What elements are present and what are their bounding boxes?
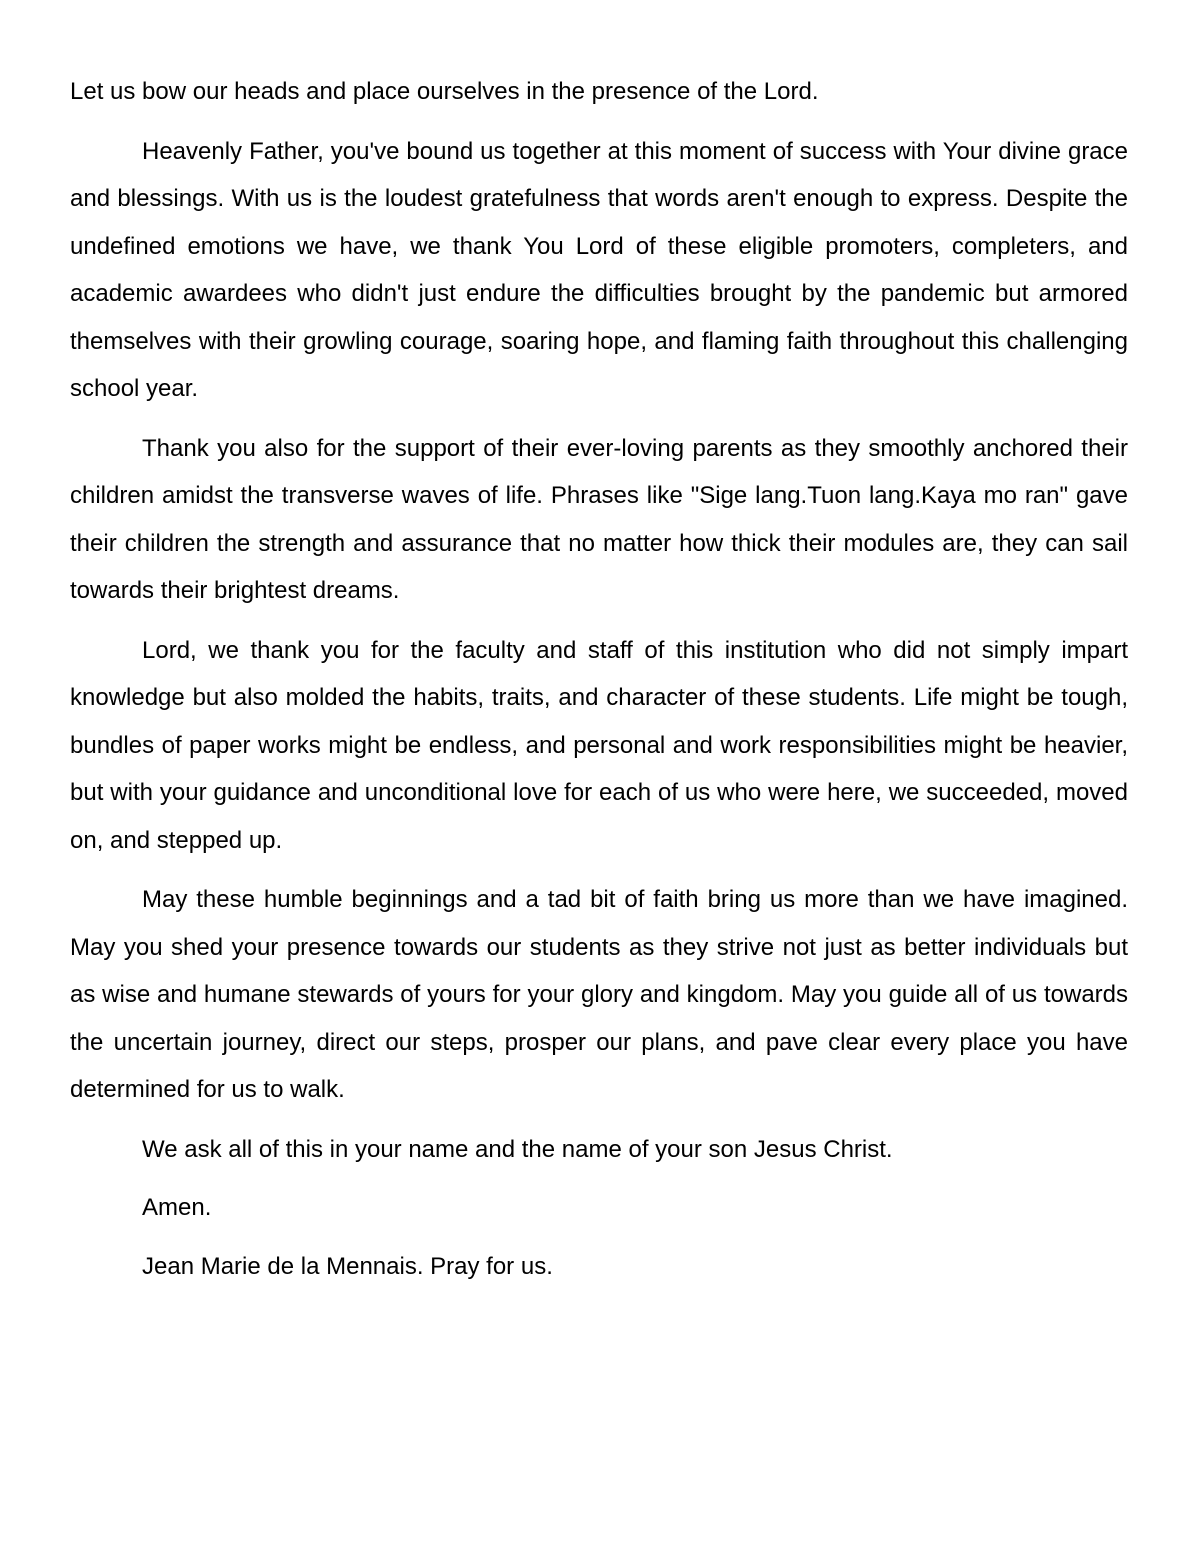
paragraph-faculty: Lord, we thank you for the faculty and staff of this institution who did not simply impart knowledge but also molded the habits, traits, and character of these students. Life might be tough, bundles of paper works might be endless, and personal and work responsibilities might be heavier, but with your guidance and unconditional love for each of us who were here, we succeeded, moved on, and stepped up. bbox=[70, 636, 1128, 854]
closing-request: We ask all of this in your name and the name of your son Jesus Christ. bbox=[142, 1135, 893, 1163]
opening-line: Let us bow our heads and place ourselves in the presence of the Lord. bbox=[70, 78, 819, 105]
paragraph-parents: Thank you also for the support of their ever-loving parents as they smoothly anchored their children amidst the transverse waves of life. Phrases like "Sige lang.Tuon lang.Kaya mo ran" gave their children the strength and assurance that no matter how thick their modules are, they can sail towards their brightest dreams. bbox=[70, 434, 1128, 604]
document-page bbox=[70, 68, 1128, 1301]
invocation-line: Jean Marie de la Mennais. Pray for us. bbox=[142, 1252, 553, 1280]
amen-line: Amen. bbox=[142, 1194, 212, 1221]
paragraph-heavenly-father: Heavenly Father, you've bound us together at this moment of success with Your divine grace and blessings. With us is the loudest gratefulness that words aren't enough to express. Despite the undefined emotions we have, we thank You Lord of these eligible promoters, completers, and academic awardees who didn't just endure the difficulties brought by the pandemic but armored themselves with their growling courage, soaring hope, and flaming faith throughout this challenging school year. bbox=[70, 137, 1128, 402]
paragraph-humble-beginnings: May these humble beginnings and a tad bit of faith bring us more than we have imagined. May you shed your presence towards our students as they strive not just as better individuals but as wise and humane stewards of yours for your glory and kingdom. May you guide all of us towards the uncertain journey, direct our steps, prosper our plans, and pave clear every place you have determined for us to walk. bbox=[70, 886, 1128, 1103]
